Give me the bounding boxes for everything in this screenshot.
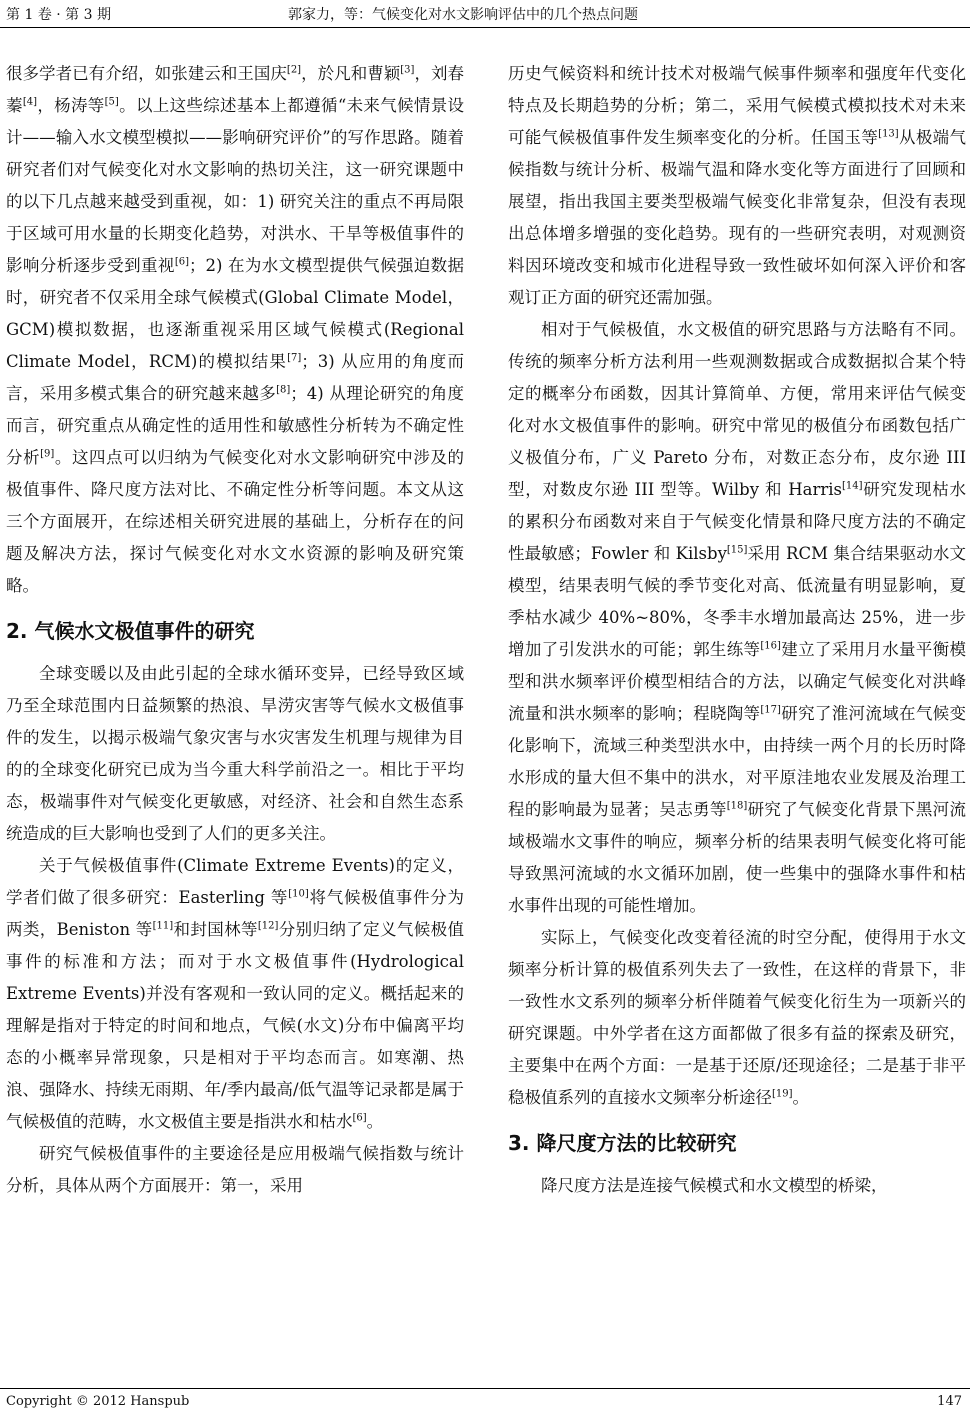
citation[interactable]: [7] <box>287 352 302 364</box>
citation[interactable]: [12] <box>257 920 279 932</box>
citation[interactable]: [5] <box>104 96 119 108</box>
footer-rule <box>0 1388 970 1389</box>
journal-volume-issue: 第 1 卷 · 第 3 期 <box>6 7 111 23</box>
paragraph: 相对于气候极值，水文极值的研究思路与方法略有不同。传统的频率分析方法利用一些观测数据或合成数据拟合某个特定的概率分布函数，因其计算简单、方便，常用来评估气候变化对水文极值事件的影响。研究中常见的极值分布函数包括广义极值分布，广义 Pareto 分布，对数正态分布，皮尔逊 III 型，对数皮尔逊 III 型等。Wilby 和 Harris[14]研究发现枯水的累积分布函数对来自于气候变化情景和降尺度方法的不确定性最敏感；Fowler 和 Kilsby[15]采用 RCM 集合结果驱动水文模型，结果表明气候的季节变化对高、低流量有明显影响，夏季枯水减少 40%~80%，冬季丰水增加最高达 25%，进一步增加了引发洪水的可能；郭生练等[16]建立了采用月水量平衡模型和洪水频率评价模型相结合的方法，以确定气候变化对洪峰流量和洪水频率的影响；程晓陶等[17]研究了淮河流域在气候变化影响下，流域三种类型洪水中，由持续一两个月的长历时降水形成的量大但不集中的洪水，对平原洼地农业发展及治理工程的影响最为显著；吴志勇等[18]研究了气候变化背景下黑河流域极端水文事件的响应，频率分析的结果表明气候变化将可能导致黑河流域的水文循环加剧，使一些集中的强降水事件和枯水事件出现的可能性增加。 <box>508 320 967 915</box>
citation[interactable]: [2] <box>286 64 302 76</box>
paragraph: 实际上，气候变化改变着径流的时空分配，使得用于水文频率分析计算的极值系列失去了一致性，在这样的背景下，非一致性水文系列的频率分析伴随着气候变化衍生为一项新兴的研究课题。中外学者在这方面都做了很多有益的探索及研究，主要集中在两个方面：一是基于还原/还现途径；二是基于非平稳极值系列的直接水文频率分析途径[19]。 <box>508 928 966 1107</box>
citation[interactable]: [4] <box>22 96 37 108</box>
citation[interactable]: [10] <box>288 888 309 900</box>
citation[interactable]: [14] <box>842 480 863 492</box>
citation[interactable]: [13] <box>878 128 899 140</box>
section-heading-3: 3. 降尺度方法的比较研究 <box>508 1131 737 1155</box>
right-column <box>508 58 966 1202</box>
citation[interactable]: [3] <box>400 64 415 76</box>
citation[interactable]: [15] <box>726 544 748 556</box>
running-title: 郭家力，等：气候变化对水文影响评估中的几个热点问题 <box>288 7 638 23</box>
copyright: Copyright © 2012 Hanspub <box>6 1394 190 1409</box>
paragraph: 全球变暖以及由此引起的全球水循环变异，已经导致区域乃至全球范围内日益频繁的热浪、旱涝灾害等气候水文极值事件的发生，以揭示极端气象灾害与水灾害发生机理与规律为目的的全球变化研究已成为当今重大科学前沿之一。相比于平均态，极端事件对气候变化更敏感，对经济、社会和自然生态系统造成的巨大影响也受到了人们的更多关注。 <box>6 664 464 843</box>
citation[interactable]: [17] <box>760 704 781 716</box>
paragraph: 关于气候极值事件(Climate Extreme Events)的定义，学者们做了很多研究：Easterling 等[10]将气候极值事件分为两类，Beniston 等[11]和封国林等[12]分别归纳了定义气候极值事件的标准和方法；而对于水文极值事件(Hydrological Extreme Events)并没有客观和一致认同的定义。概括起来的理解是指对于特定的时间和地点，气候(水文)分布中偏离平均态的小概率异常现象，只是相对于平均态而言。如寒潮、热浪、强降水、持续无雨期、年/季内最高/低气温等记录都是属于气候极值的范畴，水文极值主要是指洪水和枯水[6]。 <box>6 856 465 1131</box>
citation[interactable]: [6] <box>352 1112 367 1124</box>
paragraph: 历史气候资料和统计技术对极端气候事件频率和强度年代变化特点及长期趋势的分析；第二，采用气候模式模拟技术对未来可能气候极值事件发生频率变化的分析。任国玉等[13]从极端气候指数与统计分析、极端气温和降水变化等方面进行了回顾和展望，指出我国主要类型极端气候变化非常复杂，但没有表现出总体增多增强的变化趋势。现有的一些研究表明，对观测资料因环境改变和城市化进程导致一致性破坏如何深入评价和客观订正方面的研究还需加强。 <box>508 64 967 307</box>
page-header <box>0 0 970 30</box>
left-column <box>6 58 464 1202</box>
page-footer <box>0 1388 970 1410</box>
citation[interactable]: [18] <box>726 800 748 812</box>
citation[interactable]: [16] <box>760 640 781 652</box>
citation[interactable]: [19] <box>772 1088 793 1100</box>
header-rule <box>0 27 970 28</box>
citation[interactable]: [8] <box>276 384 291 396</box>
paragraph: 降尺度方法是连接气候模式和水文模型的桥梁， <box>541 1176 888 1195</box>
paragraph: 很多学者已有介绍，如张建云和王国庆[2]，於凡和曹颖[3]，刘春蓁[4]，杨涛等[5]。以上这些综述基本上都遵循“未来气候情景设计——输入水文模型模拟——影响研究评价”的写作思路。随着研究者们对气候变化对水文影响的热切关注，这一研究课题中的以下几点越来越受到重视，如：1) 研究关注的重点不再局限于区域可用水量的长期变化趋势，对洪水、干旱等极值事件的影响分析逐步受到重视[6]；2) 在为水文模型提供气候强迫数据时，研究者不仅采用全球气候模式(Global Climate Model，GCM)模拟数据，也逐渐重视采用区域气候模式(Regional Climate Model，RCM)的模拟结果[7]；3) 从应用的角度而言，采用多模式集合的研究越来越多[8]；4) 从理论研究的角度而言，研究重点从确定性的适用性和敏感性分析转为不确定性分析[9]。这四点可以归纳为气候变化对水文影响研究中涉及的极值事件、降尺度方法对比、不确定性分析等问题。本文从这三个方面展开，在综述相关研究进展的基础上，分析存在的问题及解决方法，探讨气候变化对水文水资源的影响及研究策略。 <box>6 64 465 595</box>
citation[interactable]: [6] <box>174 256 189 268</box>
page-number: 147 <box>937 1394 962 1409</box>
citation[interactable]: [11] <box>152 920 174 932</box>
section-heading-2: 2. 气候水文极值事件的研究 <box>6 619 255 643</box>
paragraph: 研究气候极值事件的主要途径是应用极端气候指数与统计分析，具体从两个方面展开：第一，采用 <box>6 1144 464 1195</box>
citation[interactable]: [9] <box>40 448 55 460</box>
